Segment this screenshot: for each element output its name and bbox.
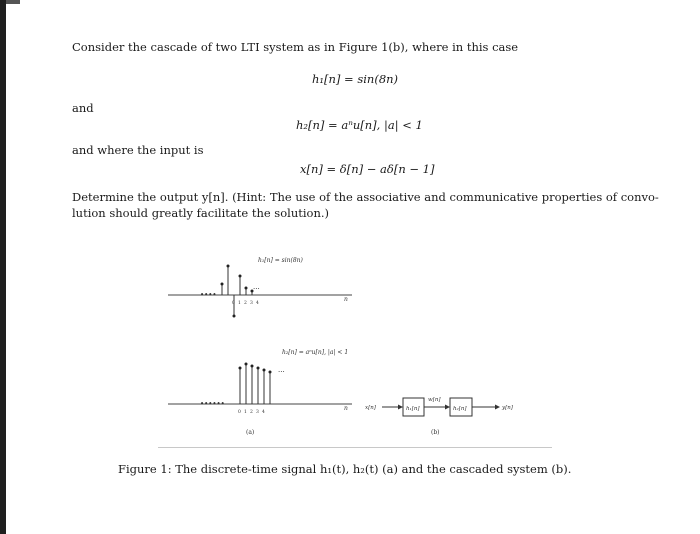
output-signal-label: y[n] [502,405,513,411]
equation-x: x[n] = δ[n] − aδ[n − 1] [300,162,435,176]
label-a: (a) [246,429,255,436]
stem-dot [227,265,230,268]
plot2-ellipsis: ... [278,366,285,374]
arrow-out-head [495,405,500,410]
input-label: and where the input is [72,143,204,157]
equation-h1: h₁[n] = sin(8n) [312,72,399,86]
label-b: (b) [431,429,440,436]
stem-dot [257,367,260,370]
plot2-left-dots: •••••• [200,400,225,408]
stem-dot [251,365,254,368]
stem-dot [239,275,242,278]
tick-3: 3 [250,301,253,306]
tick-1: 1 [244,410,247,415]
equation-h2: h₂[n] = aⁿu[n], |a| < 1 [296,118,423,132]
tick-2: 2 [244,301,247,306]
figure-caption: Figure 1: The discrete-time signal h₁(t), h₂(t) (a) and the cascaded system (b). [118,462,572,476]
tick-1: 1 [238,301,241,306]
stem-dot [263,369,266,372]
intermediate-signal-label: w[n] [428,397,441,403]
tick-3: 3 [256,410,259,415]
tick-0: 0 [232,301,235,306]
plot1-ellipsis: ... [253,283,260,291]
tick-2: 2 [250,410,253,415]
stem-dot [245,363,248,366]
stem-dot [221,283,224,286]
intro-text: Consider the cascade of two LTI system as in Figure 1(b), where in this case [72,40,519,54]
arrow-mid-head [445,405,450,410]
task-line-2: lution should greatly facilitate the solution.) [72,206,329,220]
plot2-title: h₂[n] = aⁿu[n], |a| < 1 [282,349,349,356]
plot1-axis-label: n [344,296,348,303]
and-label: and [72,101,94,115]
tick-4: 4 [262,410,265,415]
plot2-axis-label: n [344,405,348,412]
block-h2-label: h₂[n] [453,406,467,412]
plot-h2 [168,349,352,436]
plot1-title: h₁[n] = sin(8n) [258,257,303,264]
cascade-diagram [365,397,514,436]
stem-dot [239,367,242,370]
input-signal-label: x[n] [365,405,376,411]
stem-dot [245,287,248,290]
caption-divider [158,447,552,448]
task-line-1: Determine the output y[n]. (Hint: The use of the associative and communicative properties of convo- [72,190,659,204]
tick-0: 0 [238,410,241,415]
arrow-in-head [398,405,403,410]
plot1-left-dots: •••• [200,291,217,299]
block-h1-label: h₁[n] [406,406,420,412]
tick-4: 4 [256,301,259,306]
stem-dot [269,371,272,374]
stem-dot [233,315,236,318]
plot-h1 [168,257,352,318]
